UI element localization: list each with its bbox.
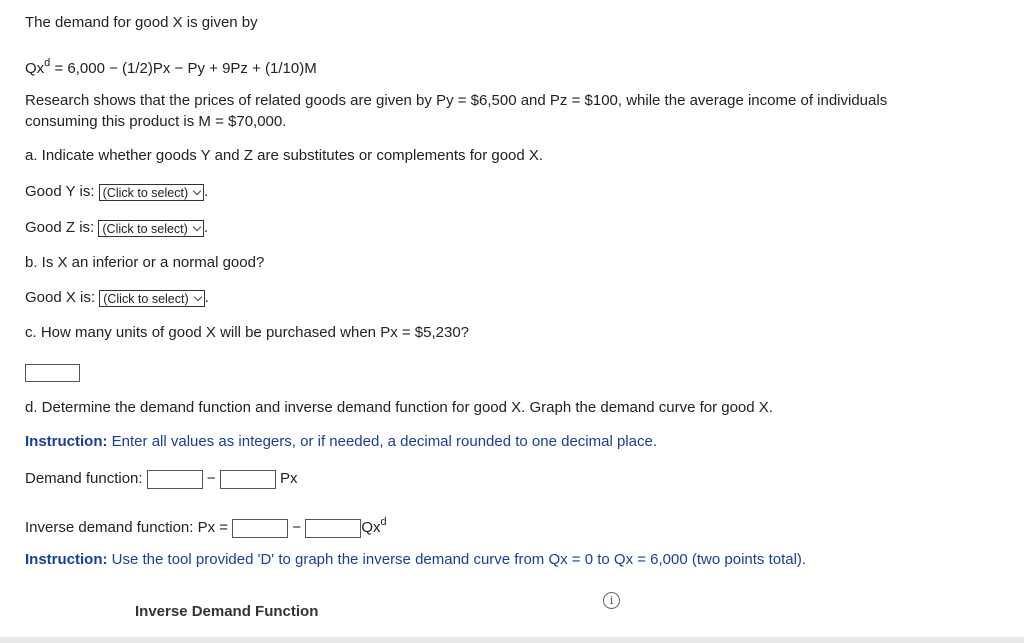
part-d-question: d. Determine the demand function and inverse demand function for good X. Graph the demand curve for good X. <box>25 399 773 416</box>
inverse-slope-input[interactable] <box>305 519 361 538</box>
good-x-select-value: (Click to select) <box>103 291 189 306</box>
good-y-row: Good Y is: (Click to select) . <box>25 183 209 200</box>
instruction-1-label: Instruction: <box>25 433 108 450</box>
graph-area-edge <box>0 637 1024 643</box>
inverse-minus: − <box>292 519 302 536</box>
inverse-suffix: Qx <box>361 519 381 536</box>
research-line-2: consuming this product is M = $70,000. <box>25 113 287 130</box>
good-y-select-value: (Click to select) <box>102 185 189 200</box>
equation-lhs: Qx <box>25 60 45 77</box>
good-x-row: Good X is: (Click to select) . <box>25 289 209 306</box>
chevron-down-icon <box>193 222 201 230</box>
instruction-1-text: Enter all values as integers, or if needed, a decimal rounded to one decimal place. <box>111 433 657 450</box>
instruction-2 <box>25 550 806 570</box>
good-y-select[interactable] <box>99 184 204 201</box>
instruction-2-label: Instruction: <box>25 551 108 568</box>
research-line-1: Research shows that the prices of related goods are given by Py = $6,500 and Pz = $100, while the average income of individuals <box>25 92 888 109</box>
demand-minus: − <box>206 470 216 487</box>
good-y-label: Good Y is: <box>25 183 95 200</box>
instruction-2-text: Use the tool provided 'D' to graph the inverse demand curve from Qx = 0 to Qx = 6,000 (two points total). <box>111 551 807 568</box>
chevron-down-icon <box>193 186 201 194</box>
inverse-intercept-input[interactable] <box>232 519 288 538</box>
demand-intercept-input[interactable] <box>147 470 203 489</box>
equation-rhs: = 6,000 − (1/2)Px − Py + 9Pz + (1/10)M <box>54 60 317 77</box>
demand-function-row <box>25 469 298 489</box>
good-z-label: Good Z is: <box>25 219 95 236</box>
inverse-demand-row <box>25 512 387 538</box>
good-x-label: Good X is: <box>25 289 96 306</box>
instruction-1 <box>25 432 657 452</box>
good-z-select-value: (Click to select) <box>102 221 188 236</box>
part-a-question: a. Indicate whether goods Y and Z are substitutes or complements for good X. <box>25 147 544 164</box>
intro-text: The demand for good X is given by <box>25 14 258 31</box>
part-c-question: c. How many units of good X will be purchased when Px = $5,230? <box>25 324 470 341</box>
inverse-suffix-sup: d <box>380 516 387 528</box>
inverse-demand-label: Inverse demand function: Px = <box>25 519 229 536</box>
part-b-question: b. Is X an inferior or a normal good? <box>25 254 265 271</box>
demand-slope-input[interactable] <box>220 470 276 489</box>
equation-lhs-sup: d <box>44 57 51 69</box>
good-z-row: Good Z is: (Click to select) . <box>25 219 208 236</box>
chevron-down-icon <box>193 292 201 300</box>
graph-title: Inverse Demand Function <box>135 603 319 620</box>
demand-equation <box>25 53 317 79</box>
demand-function-label: Demand function: <box>25 470 143 487</box>
demand-suffix: Px <box>280 470 298 487</box>
good-x-select[interactable] <box>99 290 204 307</box>
good-z-select[interactable] <box>98 220 203 237</box>
info-icon[interactable]: i <box>603 592 620 609</box>
part-c-answer-input[interactable] <box>25 364 80 382</box>
